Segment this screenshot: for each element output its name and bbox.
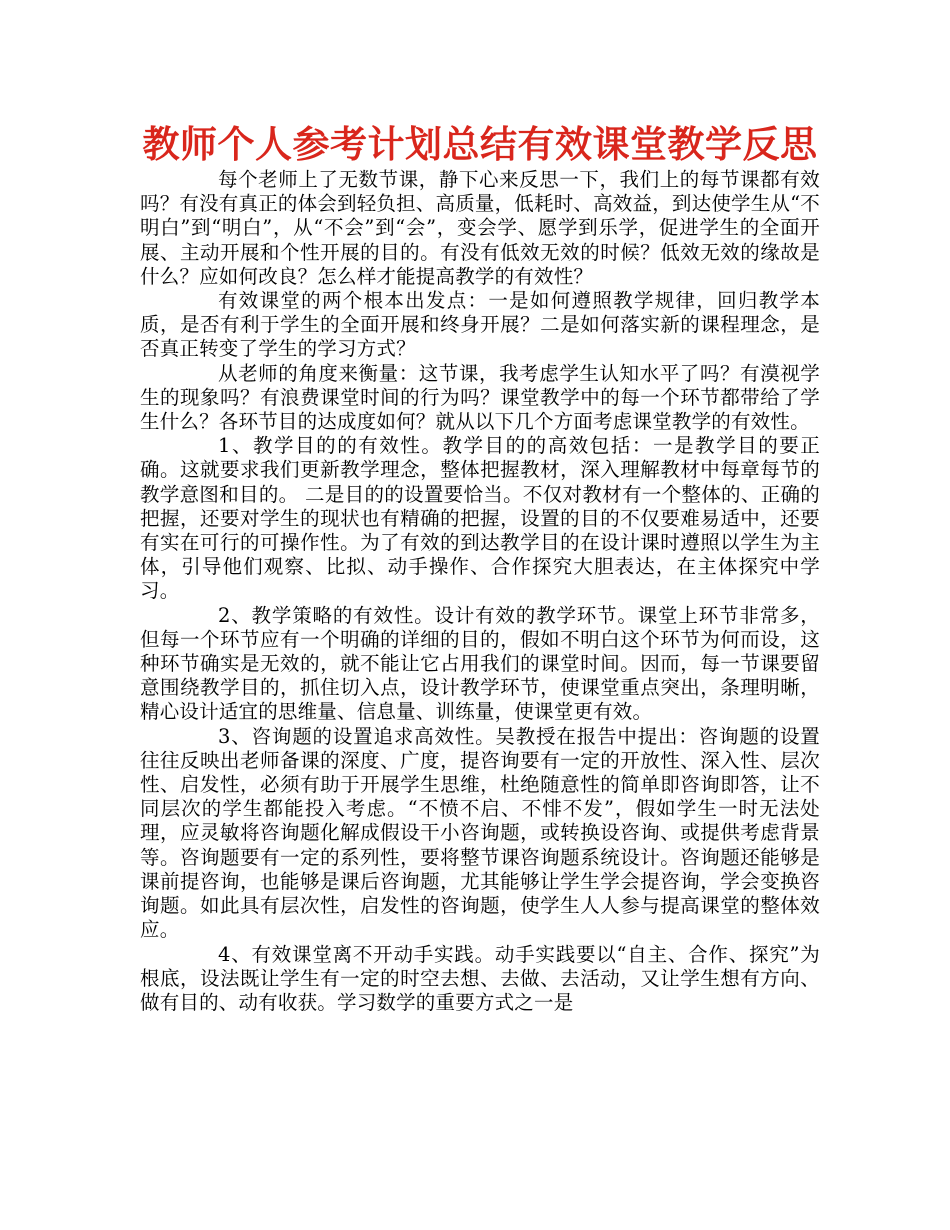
document-title: 教师个人参考计划总结有效课堂教学反思 bbox=[142, 123, 818, 166]
paragraph-starting-points: 有效课堂的两个根本出发点：一是如何遵照教学规律，回归教学本质，是否有利于学生的全面开展和终身开展？二是如何落实新的课程理念，是否真正转变了学生的学习方式？ bbox=[140, 289, 820, 361]
paragraph-point-2: 2、教学策略的有效性。设计有效的教学环节。课堂上环节非常多，但每一个环节应有一个明确的详细的目的，假如不明白这个环节为何而设，这种环节确实是无效的，就不能让它占用我们的课堂时间。因而，每一节课要留意围绕教学目的，抓住切入点，设计教学环节，使课堂重点突出，条理明晰，精心设计适宜的思维量、信息量、训练量，使课堂更有效。 bbox=[140, 603, 820, 724]
paragraph-teacher-perspective: 从老师的角度来衡量：这节课，我考虑学生认知水平了吗？有漠视学生的现象吗？有浪费课堂时间的行为吗？课堂教学中的每一个环节都带给了学生什么？各环节目的达成度如何？就从以下几个方面考虑课堂教学的有效性。 bbox=[140, 361, 820, 434]
paragraph-intro: 每个老师上了无数节课，静下心来反思一下，我们上的每节课都有效吗？有没有真正的体会到轻负担、高质量，低耗时、高效益，到达使学生从“不明白”到“明白”，从“不会”到“会”，变会学、愿学到乐学，促进学生的全面开展、主动开展和个性开展的目的。有没有低效无效的时候？低效无效的缘故是什么？应如何改良？怎么样才能提高教学的有效性？ bbox=[140, 168, 820, 288]
paragraph-point-4: 4、有效课堂离不开动手实践。动手实践要以“自主、合作、探究”为根底，设法既让学生有一定的时空去想、去做、去活动，又让学生想有方向、做有目的、动有收获。学习数学的重要方式之一是 bbox=[140, 942, 820, 1014]
paragraph-point-1: 1、教学目的的有效性。教学目的的高效包括：一是教学目的要正确。这就要求我们更新教学理念，整体把握教材，深入理解教材中每章每节的教学意图和目的。 二是目的的设置要恰当。不仅对教材有一个整体的、正确的把握，还要对学生的现状也有精确的把握，设置的目的不仅要难易适中，还要有实在可行的可操作性。为了有效的到达教学目的在设计课时遵照以学生为主体，引导他们观察、比拟、动手操作、合作探究大胆表达，在主体探究中学习。 bbox=[140, 434, 820, 603]
paragraph-point-3: 3、咨询题的设置追求高效性。吴教授在报告中提出：咨询题的设置往往反映出老师备课的深度、广度，提咨询要有一定的开放性、深入性、层次性、启发性，必须有助于开展学生思维，杜绝随意性的简单即咨询即答，让不同层次的学生都能投入考虑。“不愤不启、不悱不发”，假如学生一时无法处理，应灵敏将咨询题化解成假设干小咨询题，或转换设咨询、或提供考虑背景等。咨询题要有一定的系列性，要将整节课咨询题系统设计。咨询题还能够是课前提咨询，也能够是课后咨询题，尤其能够让学生学会提咨询，学会变换咨询题。如此具有层次性，启发性的咨询题，使学生人人参与提高课堂的整体效应。 bbox=[140, 724, 820, 942]
document-page bbox=[140, 122, 820, 1015]
